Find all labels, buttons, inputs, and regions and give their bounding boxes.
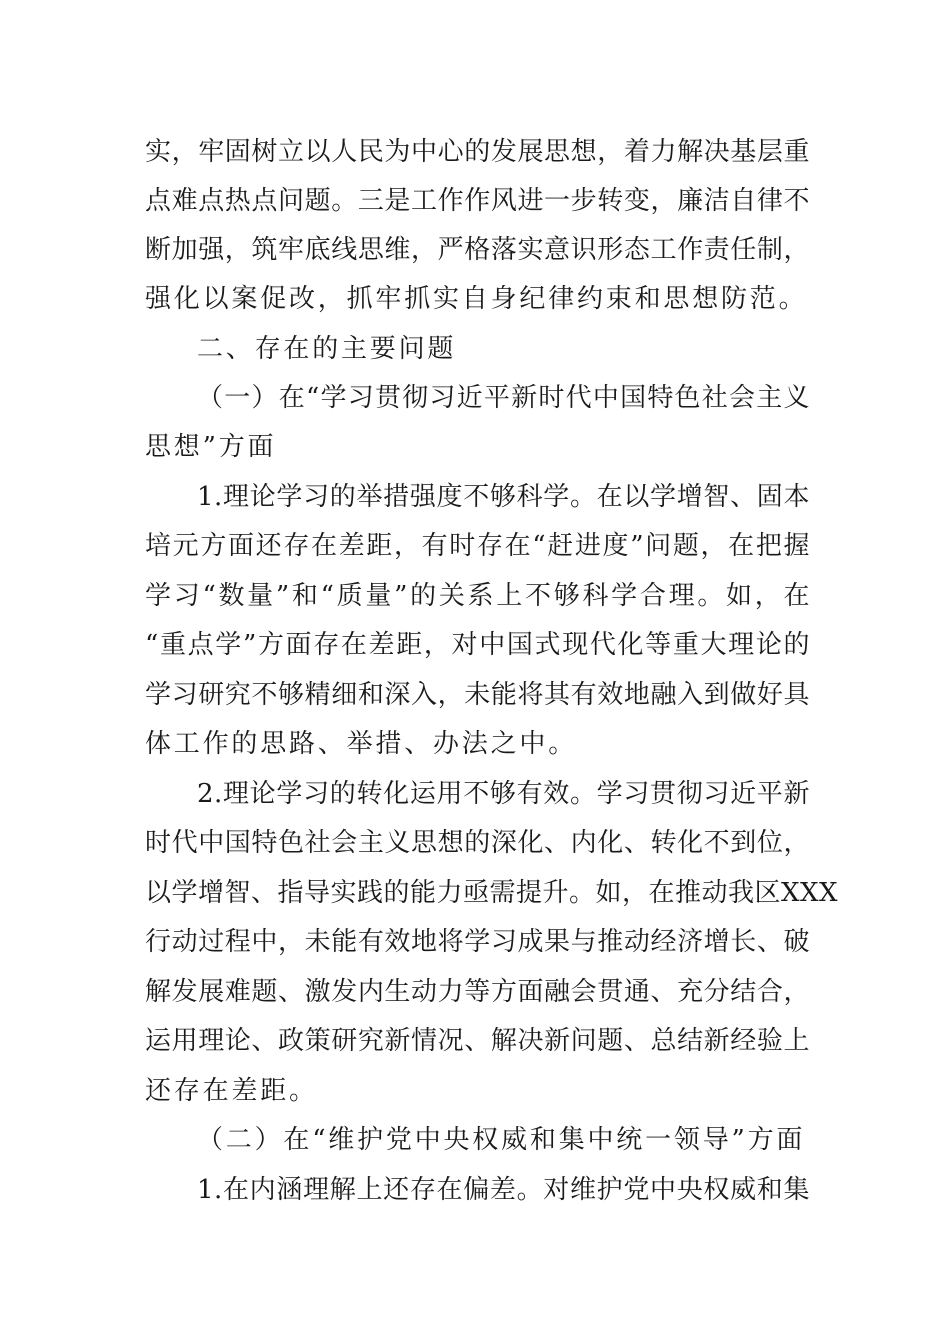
paragraph-line: 还存在差距。 bbox=[145, 1076, 318, 1106]
paragraph-line: 断加强，筑牢底线思维，严格落实意识形态工作责任制， bbox=[145, 235, 810, 265]
paragraph-line: 时代中国特色社会主义思想的深化、内化、转化不到位， bbox=[145, 828, 810, 858]
subsection-heading: （一）在“学习贯彻习近平新时代中国特色社会主义 bbox=[197, 383, 810, 413]
paragraph-line: 1.在内涵理解上还存在偏差。对维护党中央权威和集 bbox=[197, 1175, 810, 1205]
subsection-heading: （二）在“维护党中央权威和集中统一领导”方面 bbox=[197, 1125, 806, 1155]
paragraph-line: 运用理论、政策研究新情况、解决新问题、总结新经验上 bbox=[145, 1026, 810, 1056]
subsection-heading-cont: 思想”方面 bbox=[145, 432, 277, 462]
paragraph-line: 解发展难题、激发内生动力等方面融会贯通、充分结合， bbox=[145, 977, 810, 1007]
paragraph-line: 强化以案促改，抓牢抓实自身纪律约束和思想防范。 bbox=[145, 284, 808, 314]
paragraph-line: 行动过程中，未能有效地将学习成果与推动经济增长、破 bbox=[145, 927, 810, 957]
paragraph-line: 点难点热点问题。三是工作作风进一步转变，廉洁自律不 bbox=[145, 186, 810, 216]
paragraph-line: 以学增智、指导实践的能力亟需提升。如，在推动我区XXX bbox=[145, 878, 839, 908]
paragraph-line: 实，牢固树立以人民为中心的发展思想，着力解决基层重 bbox=[145, 137, 810, 167]
paragraph-line: 2.理论学习的转化运用不够有效。学习贯彻习近平新 bbox=[197, 779, 810, 809]
paragraph-line: 学习研究不够精细和深入，未能将其有效地融入到做好具 bbox=[145, 680, 810, 710]
paragraph-line: 培元方面还存在差距，有时存在“赶进度”问题，在把握 bbox=[145, 531, 810, 561]
paragraph-line: 学习“数量”和“质量”的关系上不够科学合理。如，在 bbox=[145, 581, 810, 611]
paragraph-line: 体工作的思路、举措、办法之中。 bbox=[145, 729, 578, 759]
paragraph-line: 1.理论学习的举措强度不够科学。在以学增智、固本 bbox=[197, 482, 810, 512]
section-heading: 二、存在的主要问题 bbox=[197, 334, 457, 364]
paragraph-line: “重点学”方面存在差距，对中国式现代化等重大理论的 bbox=[145, 630, 810, 660]
